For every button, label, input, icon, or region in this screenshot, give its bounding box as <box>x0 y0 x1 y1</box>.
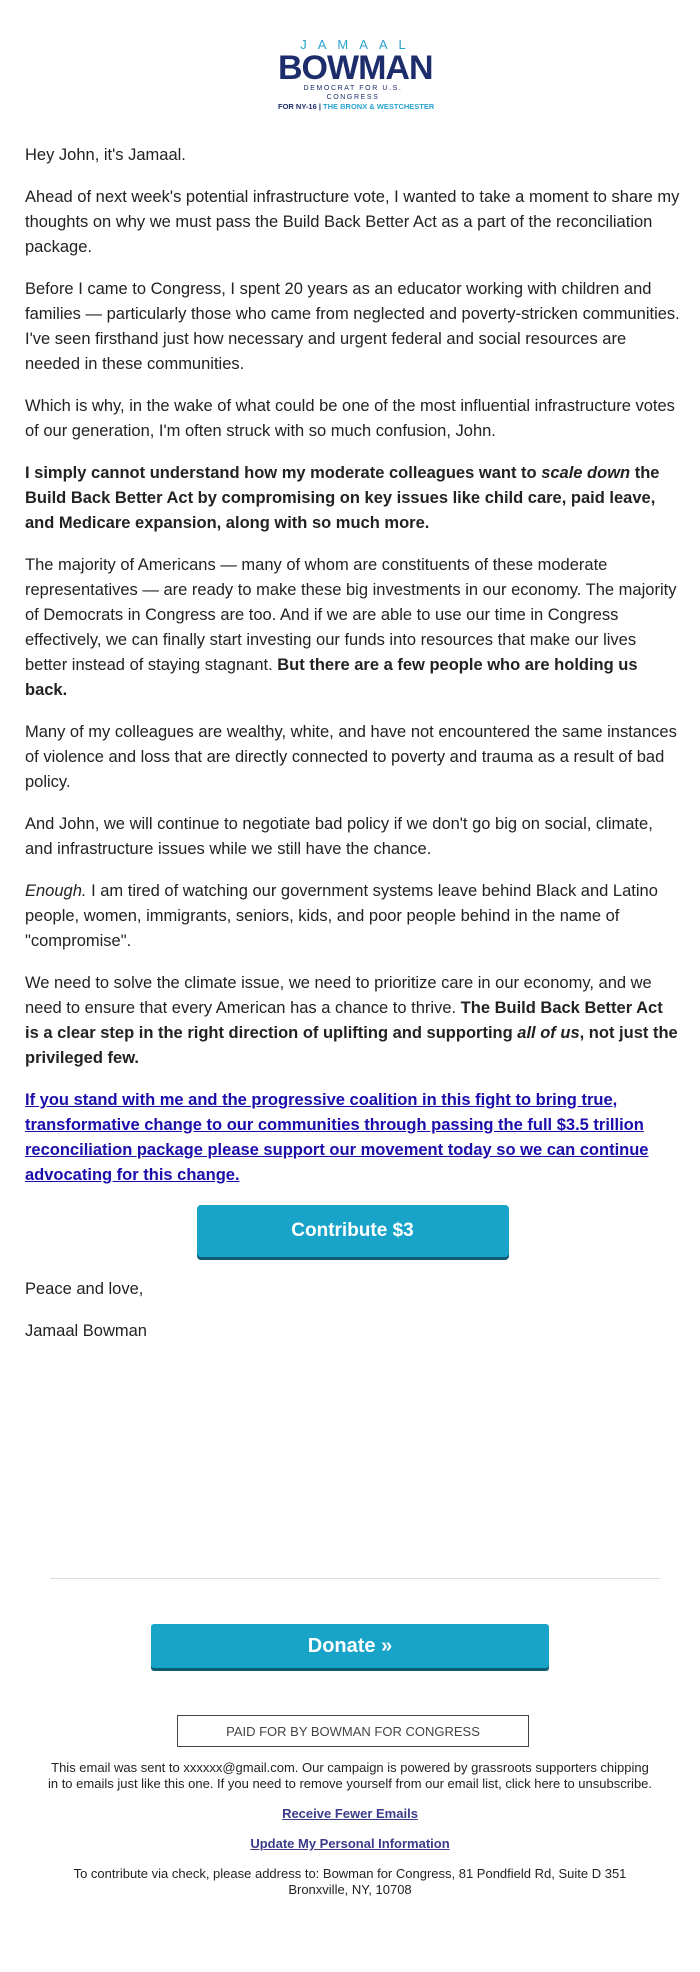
paragraph-5: The majority of Americans — many of whom are constituents of these moderate representatives — are ready to make these big investments in our economy. The majority of Democrats in Congress are too. And if we are able to use our time in Congress effectively, we can finally start investing our funds into resources that make our lives better instead of staying stagnant. But there are a few people who are holding us back. <box>25 556 677 699</box>
campaign-logo <box>278 37 435 111</box>
paid-for-disclaimer: PAID FOR BY BOWMAN FOR CONGRESS <box>177 1715 529 1747</box>
paragraph-6: Many of my colleagues are wealthy, white, and have not encountered the same instances of violence and loss that are directly connected to poverty and trauma as a result of bad policy. <box>25 723 677 791</box>
contribute-button-wrap <box>25 1205 680 1257</box>
signature: Jamaal Bowman <box>25 1322 147 1340</box>
update-personal-info-link[interactable]: Update My Personal Information <box>250 1836 450 1851</box>
mailing-address: To contribute via check, please address to: Bowman for Congress, 81 Pondfield Rd, Suite D 351 Bronxville, NY, 10708 <box>73 1866 627 1897</box>
paragraph-2: Before I came to Congress, I spent 20 years as an educator working with children and families — particularly those who came from neglected and poverty-stricken communities. I've seen firsthand just how necessary and urgent federal and social resources are needed in these communities. <box>25 280 680 373</box>
support-movement-link[interactable]: If you stand with me and the progressive coalition in this fight to bring true, transformative change to our communities through passing the full $3.5 trillion reconciliation package please support our movement today so we can continue advocating for this change. <box>25 1091 649 1184</box>
paragraph-7: And John, we will continue to negotiate bad policy if we don't go big on social, climate, and infrastructure issues while we still have the chance. <box>25 815 653 858</box>
logo-district: FOR NY-16 | THE BRONX & WESTCHESTER <box>278 102 435 111</box>
contribute-button[interactable]: Contribute $3 <box>197 1205 509 1257</box>
email-body <box>25 143 680 1361</box>
email-footer <box>45 1760 655 1898</box>
logo-last-name: BOWMAN <box>278 49 433 87</box>
donate-button[interactable]: Donate » <box>151 1624 549 1668</box>
greeting: Hey John, it's Jamaal. <box>25 146 186 164</box>
receive-fewer-emails-link[interactable]: Receive Fewer Emails <box>282 1806 418 1821</box>
footer-divider <box>50 1578 660 1579</box>
paragraph-4: I simply cannot understand how my moderate colleagues want to scale down the Build Back Better Act by compromising on key issues like child care, paid leave, and Medicare expansion, along with so much more. <box>25 464 660 532</box>
paragraph-1: Ahead of next week's potential infrastructure vote, I wanted to take a moment to share my thoughts on why we must pass the Build Back Better Act as a part of the reconciliation package. <box>25 188 680 256</box>
footer-disclaimer: This email was sent to xxxxxx@gmail.com. Our campaign is powered by grassroots supporters chipping in to emails just like this one. If you need to remove yourself from our email list, click here to unsubscribe. <box>47 1760 653 1791</box>
donate-button-wrap <box>0 1624 700 1668</box>
signoff: Peace and love, <box>25 1280 144 1298</box>
paragraph-9: We need to solve the climate issue, we need to prioritize care in our economy, and we need to ensure that every American has a chance to thrive. The Build Back Better Act is a clear step in the right direction of uplifting and supporting all of us, not just the privileged few. <box>25 974 678 1067</box>
cta-paragraph <box>25 1088 680 1188</box>
logo-subtitle: DEMOCRAT FOR U.S. CONGRESS <box>303 85 403 101</box>
paragraph-8: Enough. I am tired of watching our government systems leave behind Black and Latino people, women, immigrants, seniors, kids, and poor people behind in the name of "compromise". <box>25 882 658 950</box>
logo-first-name: JAMAAL <box>300 37 417 52</box>
paragraph-3: Which is why, in the wake of what could be one of the most influential infrastructure votes of our generation, I'm often struck with so much confusion, John. <box>25 397 675 440</box>
